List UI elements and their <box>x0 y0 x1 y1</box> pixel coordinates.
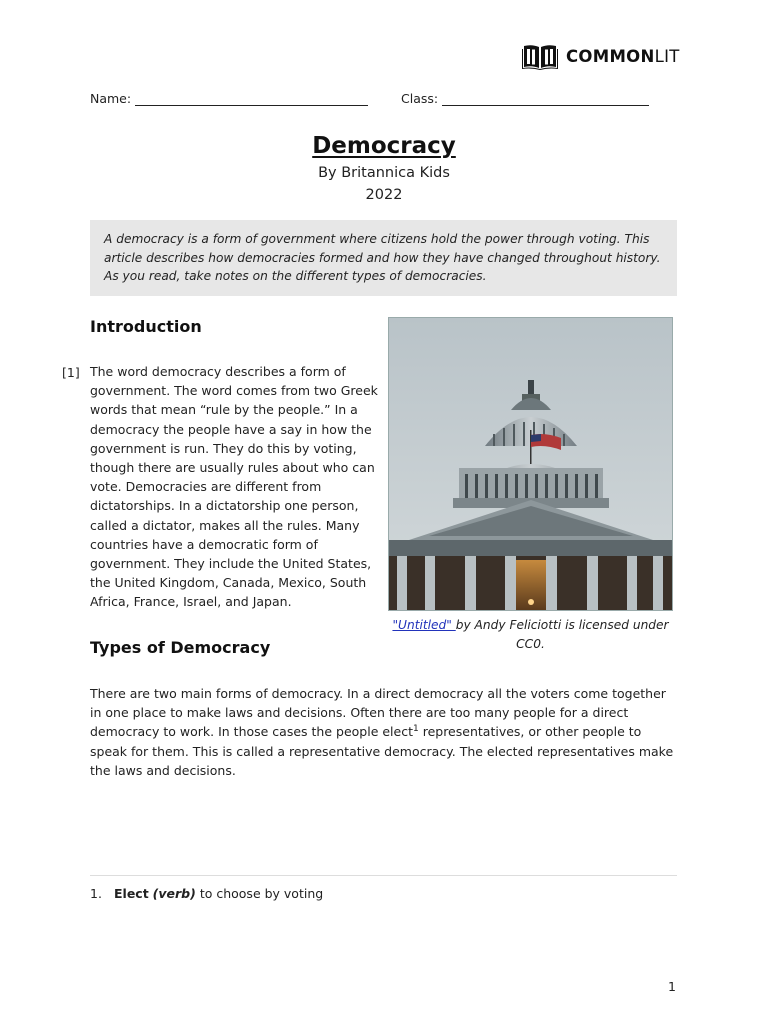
footnote-divider <box>90 875 677 876</box>
footnote-number: 1. <box>90 886 102 901</box>
name-line[interactable] <box>135 91 368 106</box>
article-summary: A democracy is a form of government where citizens hold the power through voting. This article describes how democracies formed and how they have changed throughout history. As you read, take notes on the different types of democracies. <box>90 220 677 296</box>
brand-light: LIT <box>654 46 680 66</box>
brand-bold: COMMON <box>566 46 655 66</box>
photo-caption <box>389 616 672 653</box>
article-title: Democracy <box>312 133 456 159</box>
article-byline: By Britannica Kids <box>318 165 450 181</box>
name-label: Name: <box>90 91 132 106</box>
class-line[interactable] <box>442 91 649 106</box>
commonlit-logo <box>522 41 680 71</box>
footnote-term: Elect <box>114 886 149 901</box>
section-heading-types: Types of Democracy <box>90 638 271 657</box>
capitol-photo <box>389 318 672 610</box>
footnote-definition: to choose by voting <box>195 886 324 901</box>
caption-link[interactable]: "Untitled" <box>392 618 456 632</box>
article-year: 2022 <box>365 187 403 203</box>
brand-name <box>566 47 680 66</box>
class-label: Class: <box>401 91 439 106</box>
footnote-ref[interactable]: 1 <box>413 724 419 735</box>
footnote <box>90 886 323 901</box>
class-field <box>401 91 649 106</box>
paragraph-introduction: The word democracy describes a form of government. The word comes from two Greek words that mean “rule by the people.” In a democracy the people have a say in how the government is run. They do this by voting, though there are usually rules about who can vote. Democracies are different from dictatorships. In a dictatorship one person, called a dictator, makes all the rules. Many countries have a democratic form of government. They include the United States, the United Kingdom, Canada, Mexico, South Africa, France, Israel, and Japan. <box>90 364 378 610</box>
paragraph-types <box>90 684 680 780</box>
paragraph-number: [1] <box>62 365 80 380</box>
page-number: 1 <box>668 979 676 994</box>
section-heading-introduction: Introduction <box>90 317 202 336</box>
book-icon <box>522 42 558 70</box>
footnote-pos: (verb) <box>152 886 196 901</box>
caption-text: by Andy Feliciotti is licensed under CC0. <box>455 618 669 651</box>
name-field <box>90 91 368 106</box>
paragraph-types-after: representatives, or other people to speak for them. This is called a representative democracy. The elected representatives make the laws and decisions. <box>90 724 674 778</box>
paragraph-types-before: There are two main forms of democracy. In a direct democracy all the voters come together in one place to make laws and decisions. Often there are too many people for a direct democracy to work. In those cases the people elect <box>90 686 666 740</box>
